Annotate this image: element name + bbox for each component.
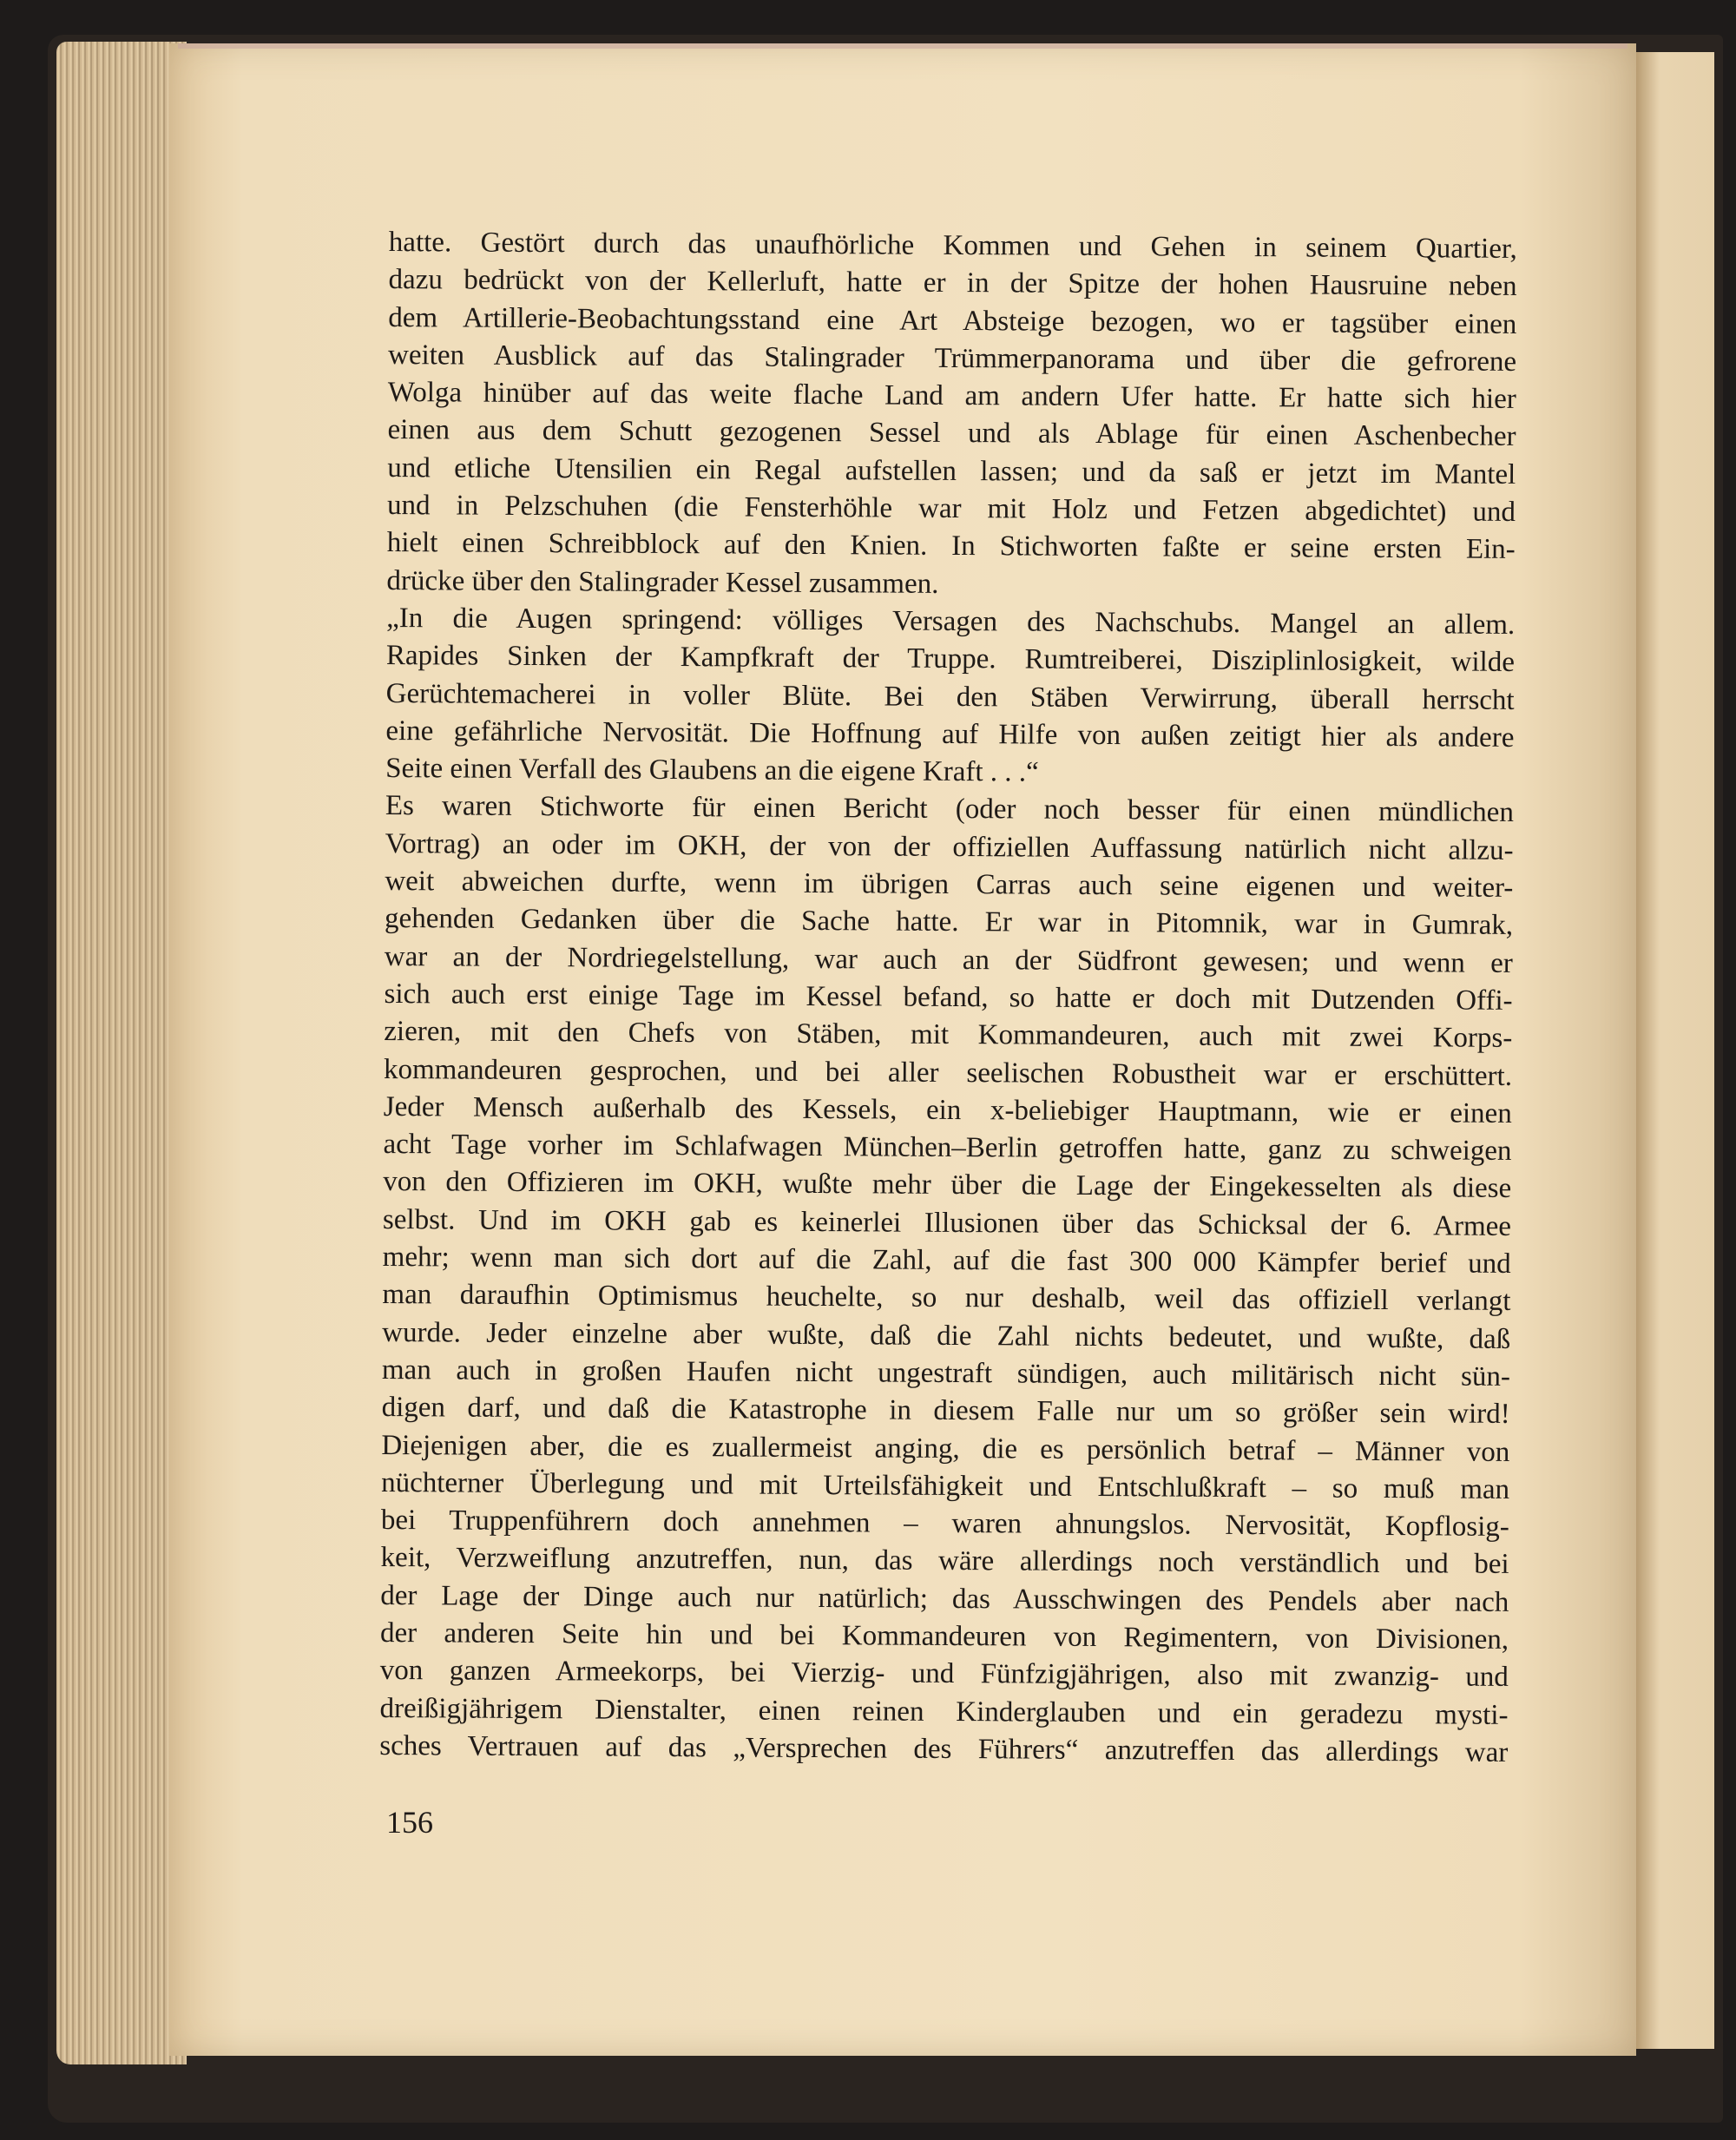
text-line: sich auch erst einige Tage im Kessel befand, so hatte er doch mit Dutzenden Offi- — [384, 978, 1513, 1017]
text-line: man daraufhin Optimismus heuchelte, so nur deshalb, weil das offiziell verlangt — [382, 1279, 1511, 1318]
text-line: und etliche Utensilien ein Regal aufstellen lassen; und da saß er jetzt im Mantel — [387, 451, 1516, 491]
text-line: Seite einen Verfall des Glaubens an die eigene Kraft . . .“ — [385, 753, 1039, 788]
text-line: man auch in großen Haufen nicht ungestraft sündigen, auch militärisch nicht sün- — [381, 1353, 1511, 1393]
text-line: mehr; wenn man sich dort auf die Zahl, auf die fast 300 000 Kämpfer berief und — [382, 1241, 1511, 1280]
text-line: der anderen Seite hin und bei Kommandeuren von Regimentern, von Divisionen, — [379, 1617, 1509, 1656]
text-line: nüchterner Überlegung und mit Urteilsfähigkeit und Entschlußkraft – so muß man — [381, 1466, 1510, 1505]
text-line: selbst. Und im OKH gab es keinerlei Illusionen über das Schicksal der 6. Armee — [382, 1203, 1512, 1242]
text-line: der Lage der Dinge auch nur natürlich; das Ausschwingen des Pendels aber nach — [380, 1579, 1509, 1618]
text-line: zieren, mit den Chefs von Stäben, mit Kommandeuren, auch mit zwei Korps- — [384, 1016, 1513, 1055]
text-line: Diejenigen aber, die es zuallermeist anging, die es persönlich betraf – Männer von — [381, 1429, 1510, 1468]
text-line: weit abweichen durfte, wenn im übrigen Carras auch seine eigenen und weiter- — [385, 866, 1514, 904]
text-line: kommandeuren gesprochen, und bei aller seelischen Robustheit war er erschüttert. — [383, 1053, 1513, 1092]
text-line: gehenden Gedanken über die Sache hatte. Er war in Pitomnik, war in Gumrak, — [385, 903, 1514, 942]
text-line: keit, Verzweiflung anzutreffen, nun, das wäre allerdings noch verständlich und bei — [380, 1542, 1509, 1581]
text-line: acht Tage vorher im Schlafwagen München–Berlin getroffen hatte, ganz zu schweigen — [383, 1129, 1512, 1168]
text-line: Es waren Stichworte für einen Bericht (oder noch besser für einen mündlichen — [385, 790, 1514, 829]
text-line: weiten Ausblick auf das Stalingrader Trümmerpanorama und über die gefrorene — [387, 339, 1517, 378]
text-line: eine gefährliche Nervosität. Die Hoffnung auf Hilfe von außen zeitigt hier als andere — [385, 714, 1515, 754]
text-line: Wolga hinüber auf das weite flache Land am andern Ufer hatte. Er hatte sich hier — [387, 377, 1516, 416]
text-line: war an der Nordriegelstellung, war auch an der Südfront gewesen; und wenn er — [384, 940, 1513, 979]
text-line: Vortrag) an oder im OKH, der von der offiziellen Auffassung natürlich nicht allzu- — [385, 827, 1514, 866]
page-number: 156 — [386, 1805, 433, 1840]
text-line: einen aus dem Schutt gezogenen Sessel und als Ablage für einen Aschenbecher — [387, 414, 1516, 453]
body-text — [379, 224, 1517, 1772]
text-line: von ganzen Armeekorps, bei Vierzig- und Fünfzigjährigen, also mit zwanzig- und — [379, 1655, 1509, 1694]
page-edges — [56, 42, 187, 2064]
page-top-edge — [178, 43, 1628, 49]
facing-page-edge — [1636, 52, 1714, 2049]
text-line: hatte. Gestört durch das unaufhörliche Kommen und Gehen in seinem Quartier, — [388, 226, 1517, 265]
text-line: und in Pelzschuhen (die Fensterhöhle war mit Holz und Fetzen abgedichtet) und — [386, 490, 1516, 529]
text-line: dreißigjährigem Dienstalter, einen reinen Kinderglauben und ein geradezu mysti- — [379, 1692, 1509, 1731]
text-line: von den Offizieren im OKH, wußte mehr über die Lage der Eingekesselten als diese — [383, 1166, 1512, 1205]
text-line: drücke über den Stalingrader Kessel zusammen. — [386, 564, 939, 600]
text-line: Jeder Mensch außerhalb des Kessels, ein x-beliebiger Hauptmann, wie er einen — [383, 1090, 1512, 1129]
text-line: sches Vertrauen auf das „Versprechen des Führers“ anzutreffen das allerdings war — [379, 1729, 1509, 1768]
text-line: wurde. Jeder einzelne aber wußte, daß die Zahl nichts bedeutet, und wußte, daß — [382, 1316, 1511, 1355]
text-line: Gerüchtemacherei in voller Blüte. Bei den Stäben Verwirrung, überall herrscht — [385, 677, 1515, 716]
text-line: „In die Augen springend: völliges Versagen des Nachschubs. Mangel an allem. — [386, 602, 1516, 641]
text-line: hielt einen Schreibblock auf den Knien. In Stichworten faßte er seine ersten Ein- — [386, 527, 1516, 566]
text-line: dem Artillerie-Beobachtungsstand eine Art Absteige bezogen, wo er tagsüber einen — [388, 301, 1517, 340]
text-line: Rapides Sinken der Kampfkraft der Truppe. Rumtreiberei, Disziplinlosigkeit, wilde — [385, 640, 1516, 679]
text-line: dazu bedrückt von der Kellerluft, hatte er in der Spitze der hohen Hausruine neben — [388, 264, 1517, 303]
text-line: bei Truppenführern doch annehmen – waren ahnungslos. Nervosität, Kopflosig- — [380, 1505, 1509, 1544]
text-line: digen darf, und daß die Katastrophe in diesem Falle nur um so größer sein wird! — [381, 1392, 1510, 1431]
